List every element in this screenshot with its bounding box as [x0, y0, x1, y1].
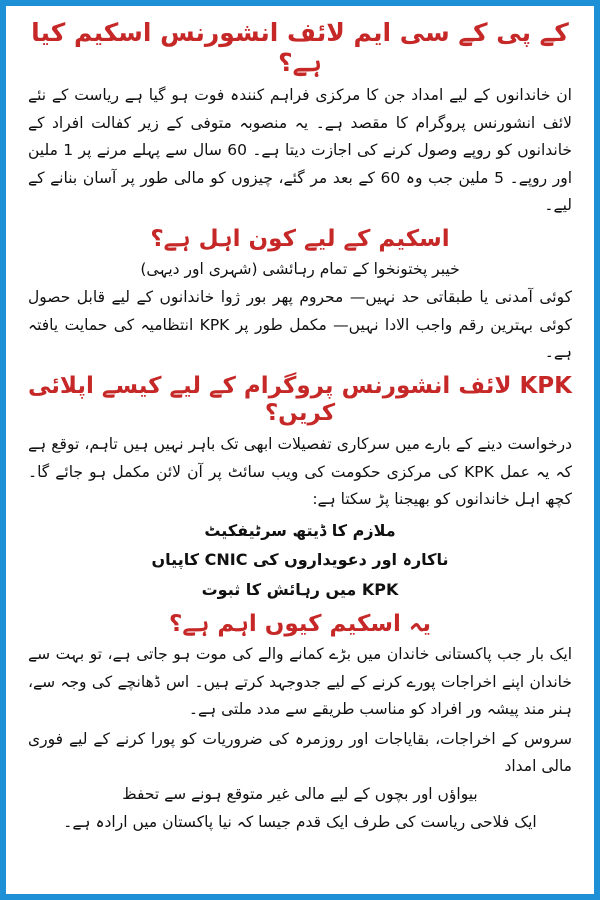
- list-item: KPK میں رہائش کا ثبوت: [201, 579, 399, 599]
- section1-heading: کے پی کے سی ایم لائف انشورنس اسکیم کیا ہے؟: [31, 18, 569, 77]
- section3-heading: KPK لائف انشورنس پروگرام کے لیے کیسے اپلائی کریں؟: [27, 372, 572, 427]
- section4-paragraph: سروس کے اخراجات، بقایاجات اور روزمرہ کی ضروریات کو پورا کرنے کے لیے فوری مالی امداد: [28, 729, 572, 776]
- section2-body: کوئی آمدنی یا طبقاتی حد نہیں— محروم پھر بور ژوا خاندانوں کے لیے قابل حصول کوئی بہترین رقم واجب الادا نہیں— مکمل طور پر KPK انتظامیہ کی حمایت یافتہ ہے۔: [28, 288, 572, 362]
- section3-body: درخواست دینے کے بارے میں سرکاری تفصیلات ابھی تک باہر نہیں ہیں تاہم، توقع ہے کہ یہ عمل KPK کی مرکزی حکومت کی ویب سائٹ پر آن لائن مکمل ہو جائے گا۔ کچھ اہل خاندانوں کو بھیجنا پڑ سکتا ہے:: [28, 434, 572, 509]
- section4-line: ایک فلاحی ریاست کی طرف ایک قدم جیسا کہ نیا پاکستان میں ارادہ ہے۔: [63, 812, 537, 831]
- article-content: [28, 18, 572, 884]
- section2-residents-line: خیبر پختونخوا کے تمام رہائشی (شہری اور دیہی): [140, 260, 460, 279]
- list-item: ملازم کا ڈیتھ سرٹیفکیٹ: [204, 520, 396, 540]
- section2-heading: اسکیم کے لیے کون اہل ہے؟: [150, 225, 450, 252]
- list-item: ناکارہ اور دعویداروں کی CNIC کاپیاں: [151, 550, 449, 570]
- section4-heading: یہ اسکیم کیوں اہم ہے؟: [169, 610, 431, 637]
- documents-list: [28, 516, 572, 605]
- section1-body: ان خاندانوں کے لیے امداد جن کا مرکزی فراہم کنندہ فوت ہو گیا ہے ریاست کے نئے لائف انشورنس پروگرام کا مقصد ہے۔ یہ منصوبہ متوفی کے زیر کفالت افراد کے خاندانوں کو روپے وصول کرنے کی اجازت دیتا ہے۔ 60 سال سے پہلے مرنے پر 1 ملین اور روپے۔ 5 ملین جب وہ 60 کے بعد مر گئے، چیزوں کو مالی طور پر آسان بنانے کے لیے۔: [28, 86, 572, 215]
- section4-paragraph: ایک بار جب پاکستانی خاندان میں بڑے کمانے والے کی موت ہو جاتی ہے، تو بہت سے خاندان اپنے اخراجات پورے کرنے کے لیے جدوجہد کرتے ہیں۔ اس ڈھانچے کی وجہ سے، ہنر مند پیشہ ور افراد کو مناسب طریقے سے مدد ملتی ہے۔: [28, 645, 572, 719]
- section4-line: بیواؤں اور بچوں کے لیے مالی غیر متوقع ہونے سے تحفظ: [122, 784, 478, 803]
